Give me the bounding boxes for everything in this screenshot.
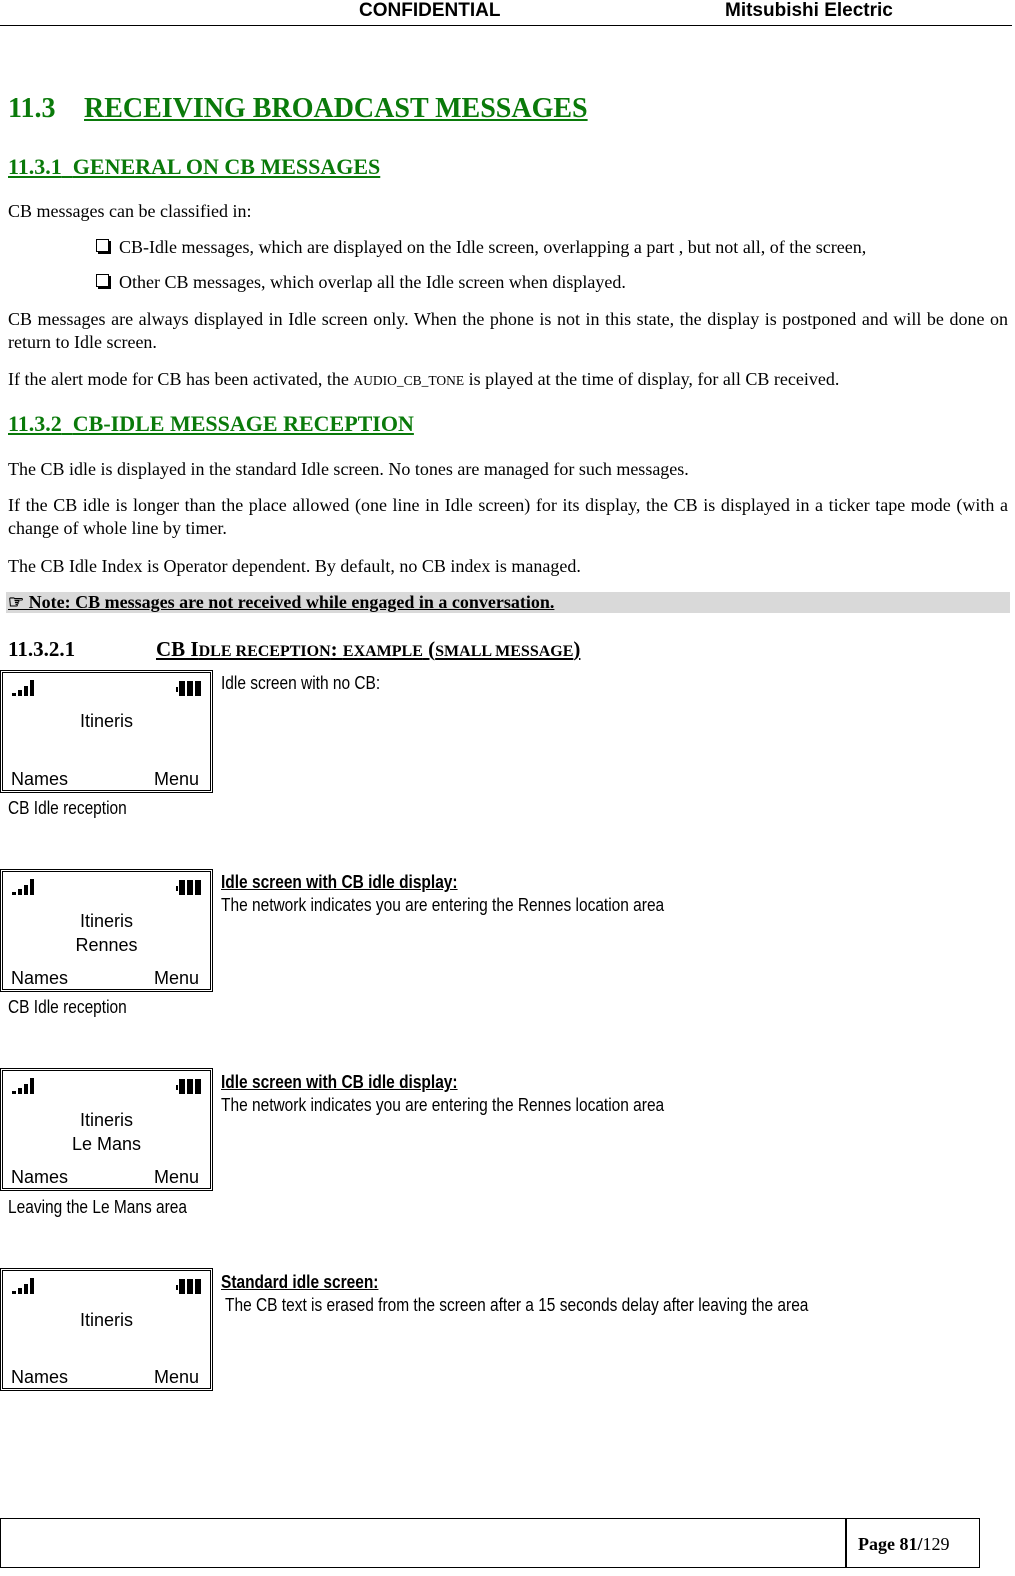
phone-screen [0,1068,213,1191]
text-span: SMALL MESSAGE [435,643,574,660]
text-span: ( [422,637,436,661]
screen-description-text: The CB text is erased from the screen after a 15 seconds delay after leaving the area [221,1295,809,1315]
text-span: is played at the time of display, for all CB received. [464,369,840,389]
screen-description [221,1271,808,1317]
subsection-number: 11.3.2 [8,411,62,436]
general-paragraph-2 [8,368,1008,392]
footer-divider [845,1519,847,1567]
general-intro: CB messages can be classified in: [8,201,252,221]
section-heading [8,92,588,126]
list-item [96,236,866,259]
softkey-menu[interactable]: Menu [153,769,199,789]
screen-description [221,871,664,917]
list-item-text: CB-Idle messages, which are displayed on the Idle screen, overlapping a part , but not all, of the screen, [119,237,867,257]
battery-icon [176,1079,203,1095]
screen-description [221,672,380,695]
text-span: EXAMPLE [342,643,423,660]
operator-name: Itineris [79,1110,133,1130]
subsection-heading-reception [8,411,414,437]
operator-name: Itineris [79,1310,133,1330]
subsection-title: CB-IDLE MESSAGE RECEPTION [72,411,414,436]
subsection-heading-general [8,154,380,180]
battery-icon [176,1279,203,1295]
signal-strength-icon [12,1278,34,1294]
section-number: 11.3 [8,93,56,124]
audio-tone-name: AUDIO_CB_TONE [353,373,465,388]
screen-description-title: Idle screen with CB idle display: [221,1072,458,1092]
phone-screen [0,670,213,793]
phone-screen [0,1268,213,1391]
page-label: Page 81/ [858,1534,923,1554]
screen-description-text: The network indicates you are entering the Rennes location area [221,1095,665,1115]
text-span: DLE RECEPTION [198,643,331,660]
screen-caption: CB Idle reception [8,798,127,818]
page-total: 129 [922,1534,950,1554]
operator-name: Itineris [79,911,133,931]
general-paragraph-1: CB messages are always displayed in Idle screen only. When the phone is not in this state, the display is postponed and will be done on return to Idle screen. [8,309,1008,352]
list-item-text: Other CB messages, which overlap all the Idle screen when displayed. [119,272,626,292]
checkbox-bullet-icon [96,274,109,287]
softkey-names[interactable]: Names [11,1367,69,1387]
screen-description-title: Standard idle screen: [221,1272,379,1292]
cb-message: Le Mans [71,1134,142,1154]
cb-message: Rennes [75,935,138,955]
section-title: RECEIVING BROADCAST MESSAGES [84,93,588,124]
text-span: : [330,637,343,661]
header-rule [0,25,1012,26]
softkey-names[interactable]: Names [11,1167,69,1187]
text-span: CB I [156,637,199,661]
operator-name: Itineris [79,711,133,731]
screen-caption: Leaving the Le Mans area [8,1197,188,1217]
reception-paragraph-3: The CB Idle Index is Operator dependent. By default, no CB index is managed. [8,556,581,576]
note: ☞ Note: CB messages are not received while engaged in a conversation. [8,592,555,612]
reception-paragraph-2: If the CB idle is longer than the place allowed (one line in Idle screen) for its display, the CB is displayed in a ticker tape mode (with a change of whole line by timer. [8,495,1008,538]
page-footer [0,1518,980,1568]
subsection-title: GENERAL ON CB MESSAGES [72,154,381,179]
list-item [96,271,626,294]
header-confidential: CONFIDENTIAL [359,0,501,21]
battery-icon [176,880,203,896]
screen-caption: CB Idle reception [8,997,127,1017]
signal-strength-icon [12,680,34,696]
screen-description-title: Idle screen with CB idle display: [221,872,458,892]
signal-strength-icon [12,1078,34,1094]
softkey-names[interactable]: Names [11,968,69,988]
text-span: If the alert mode for CB has been activated, the [8,369,354,389]
softkey-names[interactable]: Names [11,769,69,789]
softkey-menu[interactable]: Menu [153,968,199,988]
screen-description [221,1071,664,1117]
reception-paragraph-1: The CB idle is displayed in the standard Idle screen. No tones are managed for such messages. [8,459,689,479]
subsection-number: 11.3.1 [8,154,62,179]
text-span: ) [573,637,581,661]
softkey-menu[interactable]: Menu [153,1367,199,1387]
battery-icon [176,681,203,697]
header-company: Mitsubishi Electric [725,0,893,21]
checkbox-bullet-icon [96,239,109,252]
softkey-menu[interactable]: Menu [153,1167,199,1187]
signal-strength-icon [12,879,34,895]
page-number [858,1533,950,1555]
screen-description-text: The network indicates you are entering the Rennes location area [221,895,665,915]
phone-screen [0,869,213,992]
example-number: 11.3.2.1 [8,637,76,661]
example-heading [8,637,580,664]
screen-description-text: Idle screen with no CB: [221,673,381,693]
